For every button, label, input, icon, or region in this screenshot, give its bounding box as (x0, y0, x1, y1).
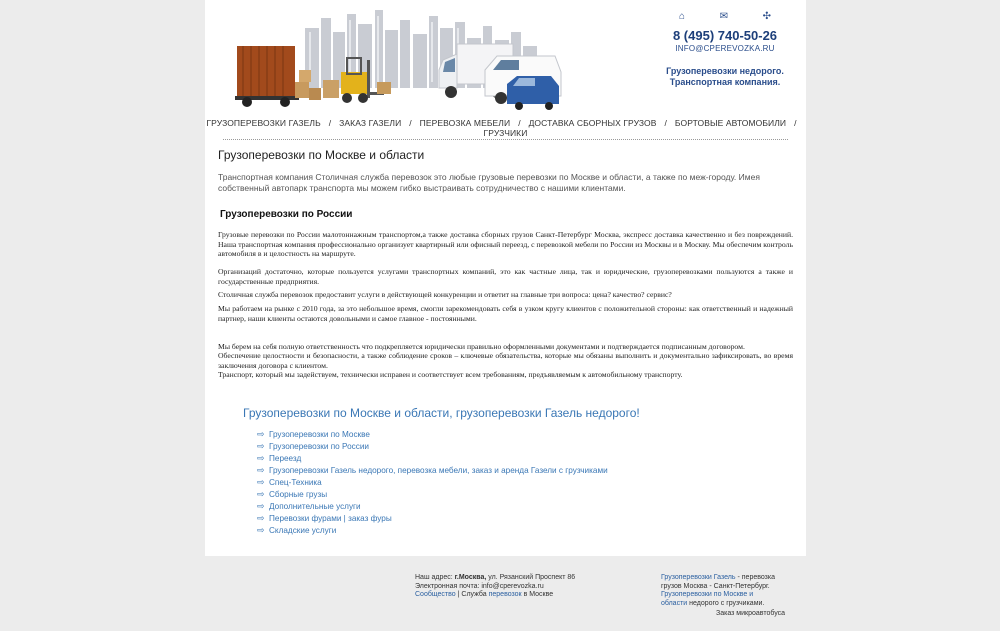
page-title: Грузоперевозки по Москве и области (218, 148, 425, 162)
arrow-right-icon: ⇨ (257, 429, 265, 439)
tagline: Грузоперевозки недорого. Транспортная компания. (666, 66, 784, 87)
footer-address: Наш адрес: г.Москва, ул. Рязанский Проспект 86 Электронная почта: info@cperevozka.ru Сообщество | Служба перевозок в Москве (415, 574, 576, 598)
hero-illustration (235, 10, 565, 110)
mail-icon[interactable]: ✉ (719, 11, 729, 22)
footer-link-transport[interactable]: перевозок (488, 591, 522, 598)
links-heading: Грузоперевозки по Москве и области, грузоперевозки Газель недорого! (243, 406, 640, 420)
nav-item-gazel[interactable]: ГРУЗОПЕРЕВОЗКИ ГАЗЕЛЬ (206, 118, 321, 128)
list-item[interactable]: ⇨ Складские услуги (257, 525, 337, 535)
main-nav: ГРУЗОПЕРЕВОЗКИ ГАЗЕЛЬ / ЗАКАЗ ГАЗЕЛИ / ПЕРЕВОЗКА МЕБЕЛИ / ДОСТАВКА СБОРНЫХ ГРУЗОВ / БОРТОВЫЕ АВТОМОБИЛИ /ГРУЗЧИКИ (206, 118, 797, 138)
paragraph: Обеспечение целостности и безопасности, а также соблюдение сроков – ключевые обязательства, которые мы обязаны выполнить и документально зафиксировать, во время заключения договора с клиентом. (218, 351, 793, 370)
header-contacts (665, 10, 785, 88)
arrow-right-icon: ⇨ (257, 525, 265, 535)
footer-link-moscow[interactable]: Грузоперевозки по Москве и области (661, 591, 754, 607)
list-item[interactable]: ⇨ Перевозки фурами | заказ фуры (257, 513, 392, 523)
nav-item-order-gazel[interactable]: ЗАКАЗ ГАЗЕЛИ (339, 118, 402, 128)
arrow-right-icon: ⇨ (257, 513, 265, 523)
section-heading: Грузоперевозки по России (220, 209, 353, 220)
footer-link-gazel[interactable]: Грузоперевозки Газель (661, 574, 736, 581)
nav-item-movers[interactable]: ГРУЗЧИКИ (483, 128, 528, 138)
paragraph: Мы работаем на рынке с 2010 года, за это небольшое время, смогли зарекомендовать себя в узком кругу клиентов с положительной стороны: как ответственный и надежный партнер, наши клиенты остаются довольными и самое главное - постоянными. (218, 304, 793, 323)
arrow-right-icon: ⇨ (257, 453, 265, 463)
home-icon[interactable]: ⌂ (679, 11, 686, 22)
paragraph: Столичная служба перевозок предоставит услуги в действующей конкуренции и ответит на главные три вопроса: цена? качество? сервис? (218, 290, 672, 299)
arrow-right-icon: ⇨ (257, 489, 265, 499)
list-item[interactable]: ⇨ Грузоперевозки по России (257, 441, 369, 451)
arrow-right-icon: ⇨ (257, 465, 265, 475)
paragraph: Грузовые перевозки по России малотоннажным транспортом,а также доставка сборных грузов Санкт-Петербург Москва, экспресс доставка качественно и без повреждений. Наша транспортная компания профессионально организует квартирный или офисный переезд, с перевозкой мебели по России из Москвы и в Москву. Мы обеспечим контроль автомобиля в и целостность на маршруте. (218, 230, 793, 259)
phone-number[interactable]: 8 (495) 740-50-26 (672, 28, 778, 43)
paragraph: Мы берем на себя полную ответственность что подкрепляется юридически правильно оформленными документами и подтверждается подписанным договором. (218, 342, 745, 351)
nav-item-consolidated[interactable]: ДОСТАВКА СБОРНЫХ ГРУЗОВ (528, 118, 657, 128)
nav-item-flatbed[interactable]: БОРТОВЫЕ АВТОМОБИЛИ (674, 118, 787, 128)
list-item[interactable]: ⇨ Спец-Техника (257, 477, 322, 487)
footer-minibus[interactable]: Заказ микроавтобуса (716, 610, 786, 617)
arrow-right-icon: ⇨ (257, 501, 265, 511)
paragraph: Транспорт, который мы задействуем, технически исправен и соответствует всем требованиям, предъявляемым к автомобильному транспорту. (218, 370, 683, 379)
list-item[interactable]: ⇨ Грузоперевозки по Москве (257, 429, 370, 439)
nav-divider (223, 139, 788, 140)
list-item[interactable]: ⇨ Грузоперевозки Газель недорого, перевозка мебели, заказ и аренда Газели с грузчиками (257, 465, 608, 475)
services-list (257, 428, 608, 536)
email-link[interactable]: INFO@CPEREVOZKA.RU (675, 44, 775, 53)
arrow-right-icon: ⇨ (257, 441, 265, 451)
list-item[interactable]: ⇨ Переезд (257, 453, 302, 463)
paragraph: Организаций достаточно, которые пользуется услугами транспортных компаний, это как частные лица, так и юридические, грузоперевозками пользуются а также и государственные предприятия. (218, 267, 793, 286)
intro-text: Транспортная компания Столичная служба перевозок это любые грузовые перевозки по Москве и области, а также по меж-городу. Имея собственный автопарк транспорта мы можем гибко выстраивать сотрудничество с нашими клиентами. (218, 172, 760, 193)
footer-link-community[interactable]: Сообщество (415, 591, 456, 598)
list-item[interactable]: ⇨ Дополнительные услуги (257, 501, 361, 511)
footer-links: Грузоперевозки Газель - перевозка грузов Москва - Санкт-Петербург. Грузоперевозки по Москве и области недорого с грузчиками. (661, 574, 776, 607)
nav-item-furniture[interactable]: ПЕРЕВОЗКА МЕБЕЛИ (419, 118, 511, 128)
sitemap-icon[interactable]: ✣ (762, 11, 771, 22)
content-panel (205, 0, 806, 556)
arrow-right-icon: ⇨ (257, 477, 265, 487)
list-item[interactable]: ⇨ Сборные грузы (257, 489, 328, 499)
